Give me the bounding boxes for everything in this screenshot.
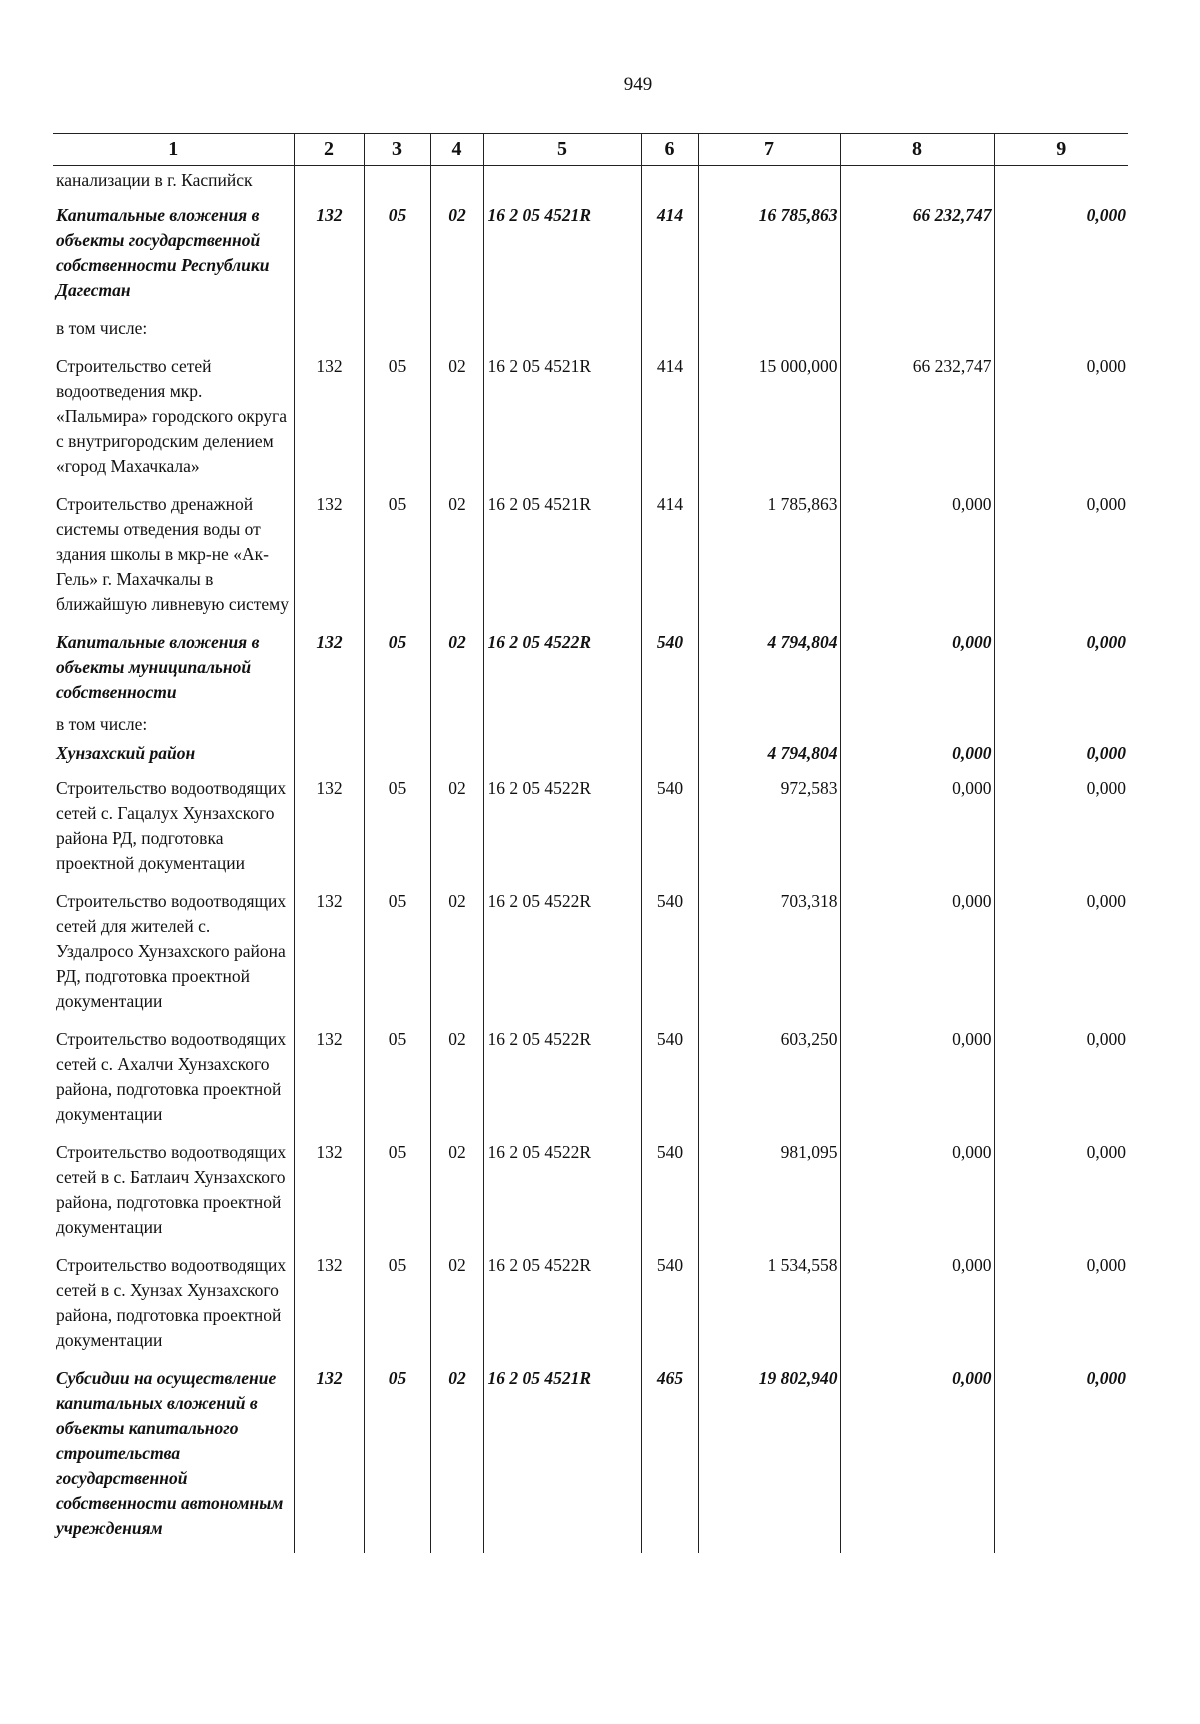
cell-c3: 05 [364, 1132, 430, 1245]
row-name: Строительство водоотводящих сетей для жителей с. Уздалросо Хунзахского района РД, подготовка проектной документации [56, 891, 287, 1011]
cell-c4: 02 [430, 768, 483, 881]
row-name: в том числе: [56, 318, 148, 338]
cell-c3: 05 [364, 1358, 430, 1553]
cell-c9: 0,000 [994, 768, 1128, 881]
cell-c8 [840, 166, 994, 196]
cell-c5: 16 2 05 4522R [483, 881, 641, 1019]
cell-c8: 0,000 [840, 484, 994, 622]
cell-c2 [294, 739, 364, 768]
table-row [53, 1019, 1128, 1132]
cell-c2: 132 [294, 1019, 364, 1132]
cell-c6 [641, 739, 698, 768]
table-row [53, 881, 1128, 1019]
table-row [53, 768, 1128, 881]
cell-c8: 0,000 [840, 1358, 994, 1553]
cell-c9: 0,000 [994, 881, 1128, 1019]
cell-c9: 0,000 [994, 1019, 1128, 1132]
row-name: Строительство сетей водоотведения мкр. «Пальмира» городского округа с внутригородским делением «город Махачкала» [56, 356, 287, 476]
row-name: Строительство водоотводящих сетей в с. Батлаич Хунзахского района, подготовка проектной документации [56, 1142, 287, 1237]
cell-c7: 603,250 [698, 1019, 840, 1132]
cell-c4: 02 [430, 622, 483, 710]
cell-c5: 16 2 05 4521R [483, 1358, 641, 1553]
cell-c5 [483, 739, 641, 768]
cell-c7 [698, 308, 840, 346]
col-header-3: 3 [364, 134, 430, 166]
row-name: Строительство дренажной системы отведения воды от здания школы в мкр-не «Ак-Гель» г. Махачкалы в ближайшую ливневую систему [56, 494, 289, 614]
cell-c8 [840, 308, 994, 346]
cell-c9: 0,000 [994, 195, 1128, 308]
cell-c5: 16 2 05 4522R [483, 768, 641, 881]
cell-c9 [994, 308, 1128, 346]
row-name: Хунзахский район [56, 743, 196, 763]
cell-c7: 1 785,863 [698, 484, 840, 622]
cell-c5: 16 2 05 4522R [483, 1245, 641, 1358]
col-header-2: 2 [294, 134, 364, 166]
cell-c8 [840, 710, 994, 739]
cell-c3: 05 [364, 622, 430, 710]
cell-c2: 132 [294, 1358, 364, 1553]
budget-table [53, 133, 1128, 1553]
cell-c4 [430, 166, 483, 196]
cell-c4: 02 [430, 881, 483, 1019]
cell-c3: 05 [364, 195, 430, 308]
cell-c6 [641, 166, 698, 196]
cell-c4: 02 [430, 1019, 483, 1132]
cell-c8: 0,000 [840, 768, 994, 881]
cell-c9 [994, 166, 1128, 196]
cell-c2 [294, 710, 364, 739]
cell-c7: 4 794,804 [698, 739, 840, 768]
table-row [53, 166, 1128, 196]
col-header-5: 5 [483, 134, 641, 166]
cell-c9: 0,000 [994, 1245, 1128, 1358]
cell-c9: 0,000 [994, 1132, 1128, 1245]
cell-c7: 16 785,863 [698, 195, 840, 308]
cell-c4: 02 [430, 484, 483, 622]
table-row [53, 195, 1128, 308]
cell-c7: 972,583 [698, 768, 840, 881]
row-name: Капитальные вложения в объекты муниципальной собственности [56, 632, 260, 702]
cell-c3: 05 [364, 768, 430, 881]
cell-c5: 16 2 05 4522R [483, 1019, 641, 1132]
row-name: в том числе: [56, 714, 148, 734]
cell-c6: 465 [641, 1358, 698, 1553]
row-name: Строительство водоотводящих сетей с. Ахалчи Хунзахского района, подготовка проектной документации [56, 1029, 287, 1124]
header-row [53, 134, 1128, 166]
col-header-9: 9 [994, 134, 1128, 166]
cell-c9: 0,000 [994, 739, 1128, 768]
cell-c4: 02 [430, 195, 483, 308]
cell-c3 [364, 739, 430, 768]
cell-c2: 132 [294, 881, 364, 1019]
cell-c4 [430, 739, 483, 768]
cell-c7: 19 802,940 [698, 1358, 840, 1553]
table-row [53, 1132, 1128, 1245]
row-name: канализации в г. Каспийск [56, 170, 253, 190]
cell-c8: 0,000 [840, 622, 994, 710]
cell-c4: 02 [430, 1245, 483, 1358]
table-row [53, 1358, 1128, 1553]
cell-c6: 414 [641, 346, 698, 484]
cell-c3: 05 [364, 881, 430, 1019]
cell-c7: 15 000,000 [698, 346, 840, 484]
page-number: 949 [623, 74, 653, 95]
cell-c6: 540 [641, 768, 698, 881]
row-name: Строительство водоотводящих сетей с. Гацалух Хунзахского района РД, подготовка проектной документации [56, 778, 287, 873]
table-row [53, 622, 1128, 710]
budget-table-container [53, 133, 1128, 1553]
cell-c2: 132 [294, 768, 364, 881]
col-header-7: 7 [698, 134, 840, 166]
cell-c8: 66 232,747 [840, 195, 994, 308]
cell-c8: 0,000 [840, 1245, 994, 1358]
cell-c7 [698, 710, 840, 739]
cell-c8: 0,000 [840, 881, 994, 1019]
cell-c2: 132 [294, 484, 364, 622]
col-header-1: 1 [53, 134, 294, 166]
cell-c8: 66 232,747 [840, 346, 994, 484]
cell-c5: 16 2 05 4521R [483, 195, 641, 308]
cell-c8: 0,000 [840, 739, 994, 768]
cell-c6: 540 [641, 1019, 698, 1132]
cell-c6: 540 [641, 1245, 698, 1358]
cell-c4 [430, 308, 483, 346]
cell-c4 [430, 710, 483, 739]
cell-c5 [483, 710, 641, 739]
cell-c7: 981,095 [698, 1132, 840, 1245]
cell-c5: 16 2 05 4521R [483, 346, 641, 484]
cell-c9: 0,000 [994, 1358, 1128, 1553]
row-name: Субсидии на осуществление капитальных вложений в объекты капитального строительства государственной собственности автономным учреждениям [56, 1368, 284, 1538]
row-name: Капитальные вложения в объекты государственной собственности Республики Дагестан [56, 205, 270, 300]
cell-c8: 0,000 [840, 1132, 994, 1245]
cell-c6: 414 [641, 195, 698, 308]
cell-c9: 0,000 [994, 346, 1128, 484]
cell-c3: 05 [364, 484, 430, 622]
cell-c2: 132 [294, 195, 364, 308]
cell-c4: 02 [430, 1358, 483, 1553]
cell-c2 [294, 308, 364, 346]
cell-c9 [994, 710, 1128, 739]
cell-c5: 16 2 05 4522R [483, 1132, 641, 1245]
cell-c3: 05 [364, 1019, 430, 1132]
cell-c5 [483, 166, 641, 196]
cell-c4: 02 [430, 346, 483, 484]
cell-c3 [364, 166, 430, 196]
cell-c3: 05 [364, 346, 430, 484]
col-header-6: 6 [641, 134, 698, 166]
cell-c5 [483, 308, 641, 346]
cell-c3: 05 [364, 1245, 430, 1358]
cell-c9: 0,000 [994, 484, 1128, 622]
table-row [53, 346, 1128, 484]
cell-c5: 16 2 05 4521R [483, 484, 641, 622]
cell-c6: 540 [641, 622, 698, 710]
cell-c9: 0,000 [994, 622, 1128, 710]
cell-c4: 02 [430, 1132, 483, 1245]
cell-c7: 703,318 [698, 881, 840, 1019]
cell-c2 [294, 166, 364, 196]
cell-c5: 16 2 05 4522R [483, 622, 641, 710]
cell-c3 [364, 710, 430, 739]
row-name: Строительство водоотводящих сетей в с. Хунзах Хунзахского района, подготовка проектной документации [56, 1255, 287, 1350]
cell-c7: 4 794,804 [698, 622, 840, 710]
table-row [53, 710, 1128, 739]
table-row [53, 484, 1128, 622]
cell-c6 [641, 710, 698, 739]
cell-c7 [698, 166, 840, 196]
col-header-4: 4 [430, 134, 483, 166]
cell-c2: 132 [294, 622, 364, 710]
cell-c2: 132 [294, 1245, 364, 1358]
table-row [53, 308, 1128, 346]
cell-c7: 1 534,558 [698, 1245, 840, 1358]
cell-c6: 414 [641, 484, 698, 622]
cell-c3 [364, 308, 430, 346]
cell-c2: 132 [294, 1132, 364, 1245]
cell-c8: 0,000 [840, 1019, 994, 1132]
cell-c6: 540 [641, 1132, 698, 1245]
col-header-8: 8 [840, 134, 994, 166]
cell-c6 [641, 308, 698, 346]
table-row [53, 1245, 1128, 1358]
cell-c2: 132 [294, 346, 364, 484]
cell-c6: 540 [641, 881, 698, 1019]
table-row [53, 739, 1128, 768]
